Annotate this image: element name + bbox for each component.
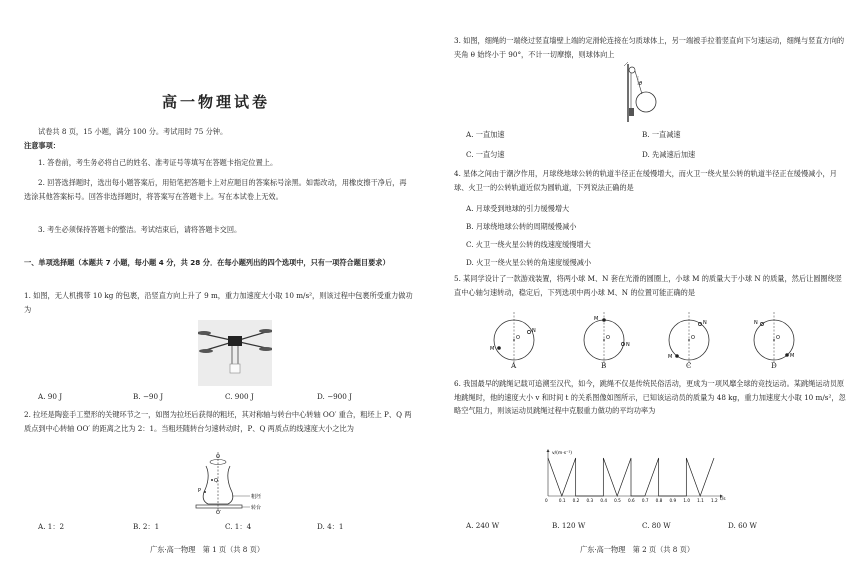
ring-d-label-o: O <box>776 335 780 341</box>
footer-right: 广东·高一物理 第 2 页（共 8 页） <box>580 545 695 554</box>
ring-c-label-o: O <box>691 335 695 341</box>
ring-d-label-m: M <box>790 353 795 359</box>
q5-option-a[interactable]: A <box>511 361 517 370</box>
chart-x-tick-11: 1.1 <box>697 498 704 503</box>
ring-b-label-m: M <box>594 316 599 322</box>
ring-a-label-o: O <box>516 335 520 341</box>
q2-label-table: 转台 <box>251 505 262 511</box>
q5-option-d[interactable]: D <box>771 361 777 370</box>
q2-label-p: P <box>198 488 202 494</box>
footer-left: 广东·高一物理 第 1 页（共 8 页） <box>150 545 265 554</box>
ring-b-label-n: N <box>626 342 630 348</box>
q6-option-a[interactable]: A. 240 W <box>466 521 500 530</box>
q3-option-b[interactable]: B. 一直减速 <box>642 130 681 139</box>
ring-a-label-n: N <box>532 328 536 334</box>
chart-series-line-0 <box>548 458 714 496</box>
chart-ylabel: v/(m·s⁻¹) <box>552 451 573 456</box>
section-heading: 一、单项选择题（本题共 7 小题，每小题 4 分，共 28 分．在每小题列出的四个选项中，只有一项符合题目要求） <box>24 258 390 267</box>
q1-option-b[interactable]: B. −90 J <box>133 392 164 401</box>
chart-x-tick-2: 0.2 <box>572 498 580 503</box>
ring-b-label-o: O <box>606 335 610 341</box>
q2-option-c[interactable]: C. 1：4 <box>225 522 252 531</box>
chart-x-tick-12: 1.2 <box>711 498 718 503</box>
notice-2: 2. 回答选择题时，选出每小题答案后，用铅笔把答题卡上对应题目的答案标号涂黑。如需改动，用橡皮擦干净后，再选涂其他答案标号。回答非选择题时，将答案写在答题卡上。写在本试卷上无效。 <box>24 178 407 201</box>
q3-label-theta: θ <box>639 81 643 87</box>
exam-title: 高一物理试卷 <box>162 93 271 111</box>
ring-c-label-m: M <box>668 354 673 360</box>
chart-x-tick-8: 0.8 <box>655 498 663 503</box>
q2-label-o-top: O <box>216 454 220 460</box>
notice-3: 3. 考生必须保持答题卡的整洁。考试结束后，请将答题卡交回。 <box>38 225 242 234</box>
q3-option-c[interactable]: C. 一直匀速 <box>466 150 505 159</box>
q2-option-a[interactable]: A. 1：2 <box>38 522 65 531</box>
q1-option-d[interactable]: D. −900 J <box>317 392 352 401</box>
notice-heading: 注意事项： <box>24 141 60 150</box>
q2-option-d[interactable]: D. 4：1 <box>317 522 344 531</box>
page-right <box>430 0 860 571</box>
ring-a-label-m: M <box>490 346 495 352</box>
q5-option-c[interactable]: C <box>686 361 692 370</box>
q3-text: 3. 如图，细绳的一端绕过竖直墙壁上端的定滑轮连接在匀质球体上，另一端被手拉着竖直向下匀速运动，细绳与竖直方向的夹角 θ 始终小于 90°，不计一切摩擦，则球体向上 <box>454 36 845 59</box>
chart-x-tick-6: 0.6 <box>628 498 635 503</box>
q2-label-o-bottom: O′ <box>216 510 222 514</box>
q3-option-d[interactable]: D. 先减速后加速 <box>642 150 696 159</box>
chart-x-tick-1: 0.1 <box>558 498 566 503</box>
q2-text: 2. 拉坯是陶瓷手工塑形的关键环节之一，如图为拉坯后获得的粗坯，其对称轴与转台中心转轴 OO′ 重合，粗坯上 P、Q 两质点到中心转轴 OO′ 的距离之比为 2：1。当粗坯随转台匀速转动时，P、Q 两质点的线速度大小之比为 <box>24 410 412 433</box>
q6-text: 6. 我国最早的跳绳记载可追溯至汉代，如今，跳绳不仅是传统民俗活动，更成为一项风靡全球的竞技运动。某跳绳运动员原地跳绳时，他的速度大小 v 和时间 t 的关系图像如图所示，已知该运动员的质量为 48 kg，重力加速度大小取 10 m/s²，忽略空气阻力，则该运动员跳绳过程中克服重力做功的平均功率为 <box>454 379 846 415</box>
chart-x-tick-7: 0.7 <box>641 498 649 503</box>
chart-x-tick-4: 0.4 <box>600 498 608 503</box>
q5-option-b[interactable]: B <box>601 361 607 370</box>
ring-d <box>754 312 794 366</box>
rings-figure <box>474 312 814 372</box>
ring-d-label-n: N <box>754 320 758 326</box>
q2-option-b[interactable]: B. 2：1 <box>133 522 160 531</box>
q2-label-q: Q <box>214 478 218 484</box>
q2-label-blank: 粗坯 <box>251 494 262 500</box>
q1-option-a[interactable]: A. 90 J <box>38 392 63 401</box>
q4-option-c[interactable]: C. 火卫一绕火星公转的线速度缓慢增大 <box>466 240 591 249</box>
ring-b <box>584 312 630 366</box>
chart-x-tick-3: 0.3 <box>586 498 594 503</box>
chart-xlabel: t/s <box>720 497 726 502</box>
ring-c-label-n: N <box>703 320 707 326</box>
q4-text: 4. 星体之间由于潮汐作用，月球绕地球公转的轨道半径正在缓慢增大，而火卫一绕火星公转的轨道半径正在缓慢减小，月球、火卫一的公转轨道近似为圆轨道，下列说法正确的是 <box>454 169 837 192</box>
q3-option-a[interactable]: A. 一直加速 <box>466 130 505 139</box>
ring-c <box>668 312 709 366</box>
exam-meta: 试卷共 8 页，15 小题，满分 100 分。考试用时 75 分钟。 <box>38 127 228 136</box>
chart-x-tick-5: 0.5 <box>614 498 621 503</box>
q4-option-d[interactable]: D. 火卫一绕火星公转的角速度缓慢减小 <box>466 258 592 267</box>
pulley-ball-figure <box>616 62 666 122</box>
ring-a <box>490 312 536 366</box>
chart-x-tick-0: 0 <box>545 498 548 503</box>
q4-option-a[interactable]: A. 月球受到地球的引力缓慢增大 <box>466 204 570 213</box>
q1-text: 1. 如图，无人机携带 10 kg 的包裹，沿竖直方向上升了 9 m，重力加速度大小取 10 m/s²，则该过程中包裹所受重力做功为 <box>24 291 413 314</box>
q6-option-d[interactable]: D. 60 W <box>728 521 757 530</box>
q4-option-b[interactable]: B. 月球绕地球公转的周期缓慢减小 <box>466 222 577 231</box>
q6-option-b[interactable]: B. 120 W <box>552 521 586 530</box>
pottery-figure <box>188 452 288 514</box>
vt-graph <box>536 448 736 504</box>
drone-photo <box>198 320 272 386</box>
q6-option-c[interactable]: C. 80 W <box>642 521 671 530</box>
chart-x-tick-10: 1.0 <box>683 498 691 503</box>
notice-1: 1. 答卷前，考生务必将自己的姓名、准考证号等填写在答题卡指定位置上。 <box>38 158 278 167</box>
q1-option-c[interactable]: C. 900 J <box>225 392 254 401</box>
q5-text: 5. 某同学设计了一款游戏装置，将两小球 M、N 套在光滑的圆圈上，小球 M 的质量大于小球 N 的质量，然后让圆圈绕竖直中心轴匀速转动，稳定后，下列选项中两小球 M、N 的位置可能正确的是 <box>454 274 842 297</box>
chart-x-tick-9: 0.9 <box>669 498 677 503</box>
